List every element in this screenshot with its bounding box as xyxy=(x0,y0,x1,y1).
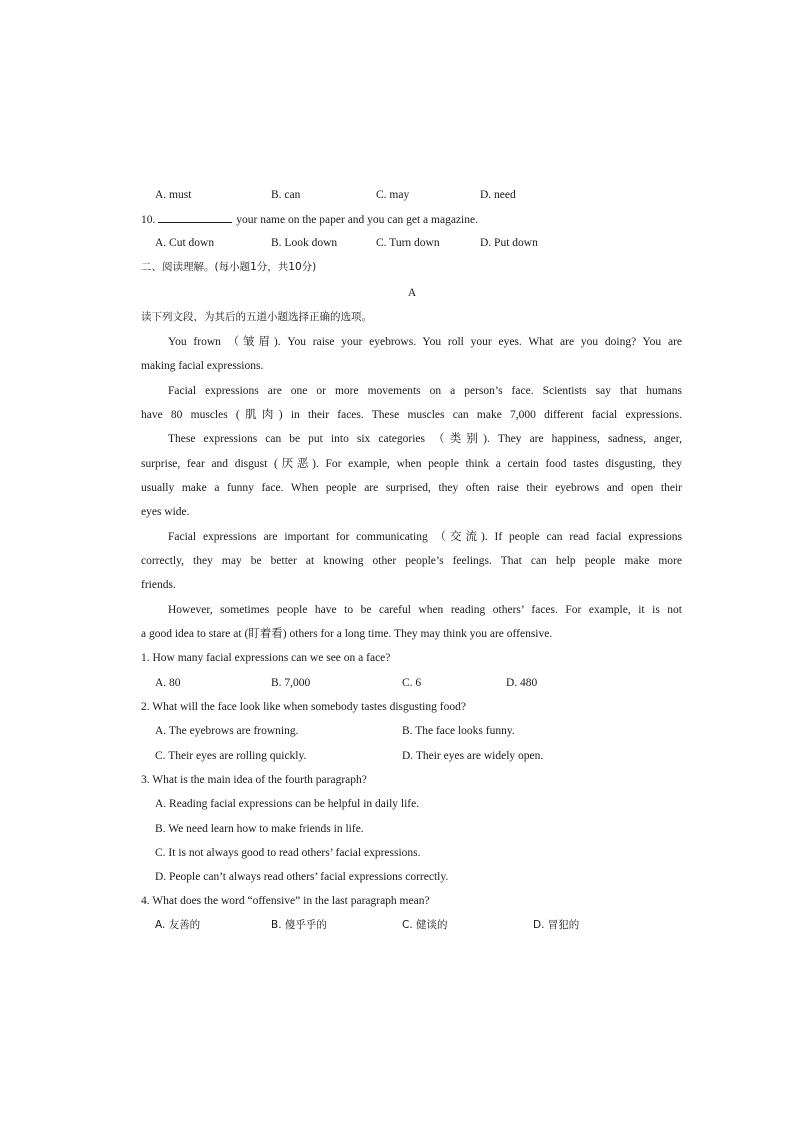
q10-stem: your name on the paper and you can get a magazine. xyxy=(236,214,478,226)
question-2-option-c[interactable]: C. Their eyes are rolling quickly. xyxy=(155,750,307,762)
q9-option-a: A. must xyxy=(155,189,192,201)
paragraph-2-line-2: have 80 muscles (肌肉) in their faces. These muscles can make 7,000 different facial expressions. xyxy=(141,409,682,421)
question-3-option-a[interactable]: A. Reading facial expressions can be helpful in daily life. xyxy=(155,798,420,810)
q10-option-c: C. Turn down xyxy=(376,237,440,249)
paragraph-1-line-1: You frown （皱眉). You raise your eyebrows. You roll your eyes. What are you doing? You are xyxy=(168,336,682,348)
paragraph-3-line-1: These expressions can be put into six categories （类别). They are happiness, sadness, anger, xyxy=(168,433,682,445)
q10-option-a: A. Cut down xyxy=(155,237,215,249)
section2-heading: 二、阅读理解。(每小题1分，共10分) xyxy=(141,261,317,273)
question-1-option-a[interactable]: A. 80 xyxy=(155,677,181,689)
question-4-option-c[interactable]: C. 健谈的 xyxy=(402,919,448,931)
question-3-option-b[interactable]: B. We need learn how to make friends in life. xyxy=(155,823,364,835)
q10-option-d: D. Put down xyxy=(480,237,538,249)
paragraph-2-line-1: Facial expressions are one or more movements on a person’s face. Scientists say that humans xyxy=(168,385,682,397)
question-4-option-b[interactable]: B. 傻乎乎的 xyxy=(271,919,327,931)
reading-instruction: 读下列文段，为其后的五道小题选择正确的选项。 xyxy=(141,311,372,323)
paragraph-3-line-2: surprise, fear and disgust (厌恶). For example, when people think a certain food tastes disgusting, they xyxy=(141,458,682,470)
paragraph-4-line-1: Facial expressions are important for communicating （交流). If people can read facial expressions xyxy=(168,531,682,543)
q9-option-b: B. can xyxy=(271,189,301,201)
paragraph-3-line-4: eyes wide. xyxy=(141,506,190,518)
passage-label: A xyxy=(407,287,417,299)
question-1-option-d[interactable]: D. 480 xyxy=(506,677,538,689)
q10-stem-line xyxy=(141,212,478,227)
question-2-option-b[interactable]: B. The face looks funny. xyxy=(402,725,515,737)
question-1-stem: 1. How many facial expressions can we see on a face? xyxy=(141,652,391,664)
q10-answer-blank[interactable] xyxy=(158,212,232,223)
question-3-option-c[interactable]: C. It is not always good to read others’ facial expressions. xyxy=(155,847,421,859)
question-1-option-b[interactable]: B. 7,000 xyxy=(271,677,311,689)
paragraph-4-line-3: friends. xyxy=(141,579,176,591)
question-3-stem: 3. What is the main idea of the fourth paragraph? xyxy=(141,774,367,786)
question-2-option-a[interactable]: A. The eyebrows are frowning. xyxy=(155,725,299,737)
question-4-stem: 4. What does the word “offensive” in the last paragraph mean? xyxy=(141,895,430,907)
question-2-option-d[interactable]: D. Their eyes are widely open. xyxy=(402,750,544,762)
q9-option-c: C. may xyxy=(376,189,410,201)
q9-option-d: D. need xyxy=(480,189,516,201)
paragraph-5-line-2: a good idea to stare at (盯着看) others for a long time. They may think you are offensive. xyxy=(141,628,553,640)
question-4-option-a[interactable]: A. 友善的 xyxy=(155,919,201,931)
q10-number: 10. xyxy=(141,214,156,226)
question-1-option-c[interactable]: C. 6 xyxy=(402,677,422,689)
paragraph-3-line-3: usually make a funny face. When people are surprised, they often raise their eyebrows and open their xyxy=(141,482,682,494)
paragraph-4-line-2: correctly, they may be better at knowing other people’s feelings. That can help people make more xyxy=(141,555,682,567)
q10-option-b: B. Look down xyxy=(271,237,338,249)
question-2-stem: 2. What will the face look like when somebody tastes disgusting food? xyxy=(141,701,466,713)
paragraph-1-line-2: making facial expressions. xyxy=(141,360,264,372)
question-4-option-d[interactable]: D. 冒犯的 xyxy=(533,919,580,931)
paragraph-5-line-1: However, sometimes people have to be careful when reading others’ faces. For example, it is not xyxy=(168,604,682,616)
question-3-option-d[interactable]: D. People can’t always read others’ facial expressions correctly. xyxy=(155,871,449,883)
